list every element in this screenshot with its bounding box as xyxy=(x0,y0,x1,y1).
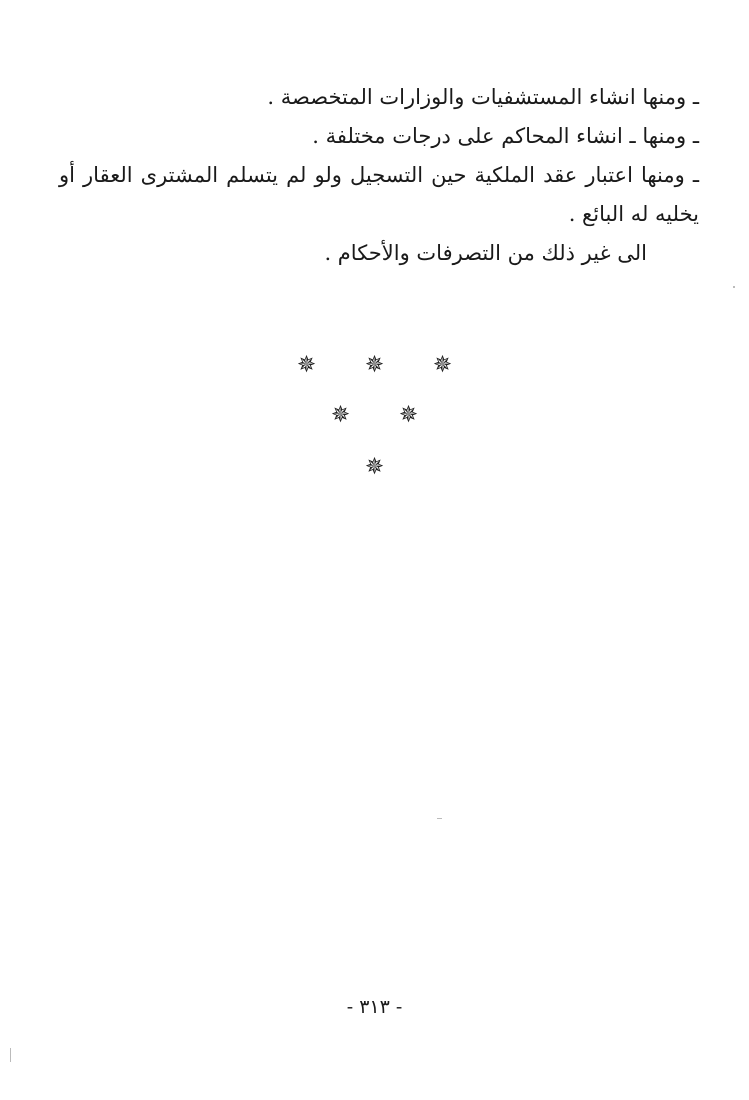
page-number: - ٣١٣ - xyxy=(346,996,403,1018)
ornament-row-bottom xyxy=(0,454,749,480)
star-ornament-icon: ✵ xyxy=(364,352,385,378)
paragraph-ownership-contract: ـ ومنها اعتبار عقد الملكية حين التسجيل ولو لم يتسلم المشترى العقار أو يخليه له البائع . xyxy=(59,163,699,226)
star-ornament-icon: ✵ xyxy=(432,352,453,378)
paragraph-courts: ـ ومنها ـ انشاء المحاكم على درجات مختلفة . xyxy=(312,124,699,148)
ornament-row-middle xyxy=(0,402,749,428)
scan-speck xyxy=(733,286,735,288)
star-ornament-icon: ✵ xyxy=(296,352,317,378)
scan-speck xyxy=(437,818,442,819)
star-ornament-icon: ✵ xyxy=(398,402,419,428)
body-text xyxy=(59,78,699,273)
star-ornament-icon: ✵ xyxy=(330,402,351,428)
scan-speck xyxy=(10,1048,11,1062)
ornament-row-top xyxy=(0,352,749,378)
paragraph-conclusion: الى غير ذلك من التصرفات والأحكام . xyxy=(324,241,647,265)
star-ornament-icon: ✵ xyxy=(364,454,385,480)
paragraph-hospitals: ـ ومنها انشاء المستشفيات والوزارات المتخصصة . xyxy=(267,85,699,109)
